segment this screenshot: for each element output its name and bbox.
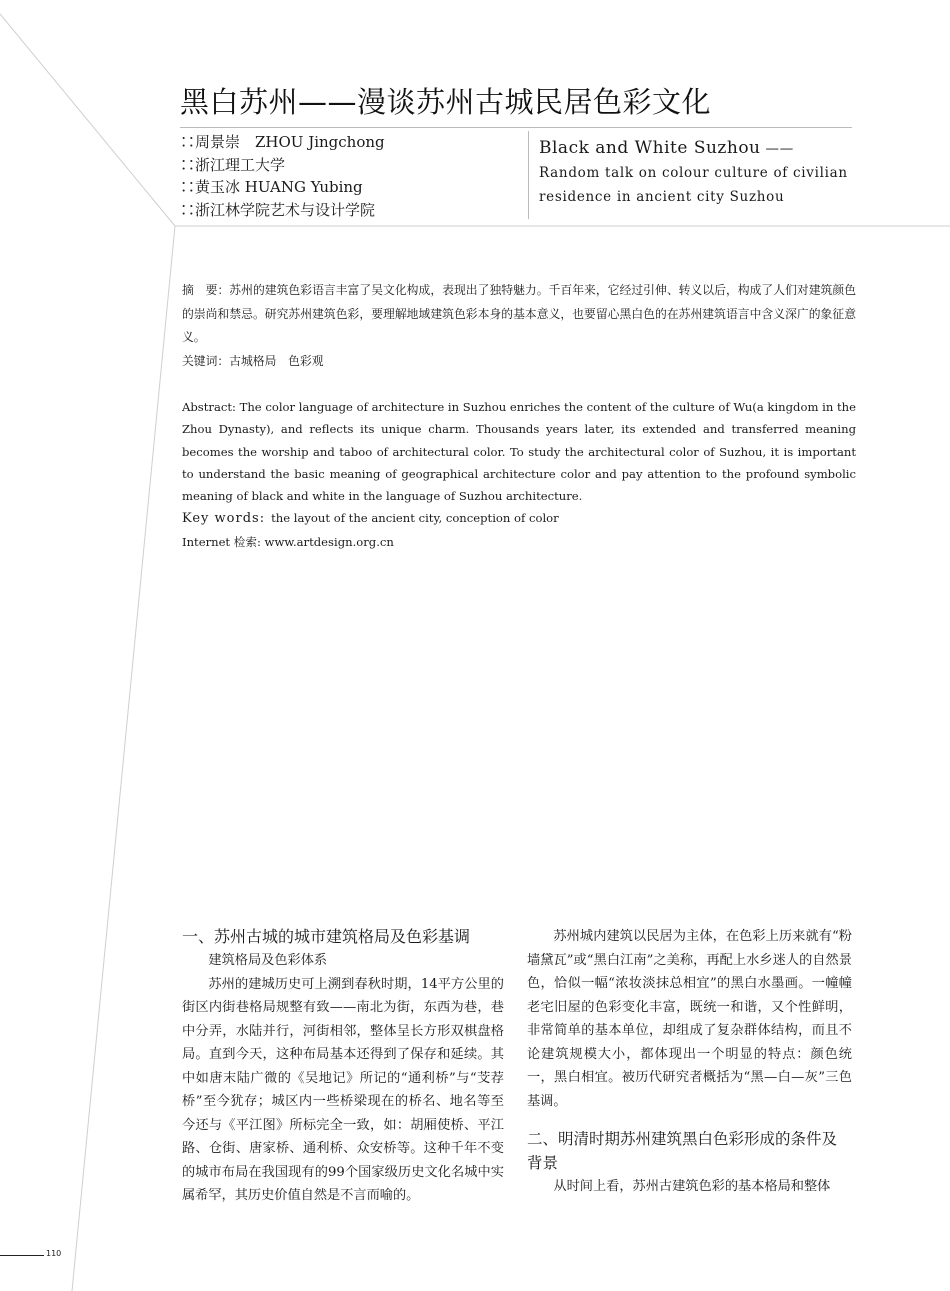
subsection-heading: 建筑格局及色彩体系	[208, 953, 328, 968]
author-name-2: ∷黄玉冰 HUANG Yubing	[180, 178, 363, 196]
english-keywords-value: the layout of the ancient city, conception of color	[271, 511, 559, 526]
english-keywords	[182, 507, 856, 530]
english-abstract	[182, 396, 856, 553]
section-heading-2: 二、明清时期苏州建筑黑白色彩形成的条件及背景	[527, 1130, 838, 1172]
chinese-abstract-text: 摘 要：苏州的建筑色彩语言丰富了吴文化构成，表现出了独特魅力。千百年来，它经过引伸、转义以后，构成了人们对建筑颜色的崇尚和禁忌。研究苏州建筑色彩，要理解地域建筑色彩本身的基本意义，也要留心黑白色的在苏州建筑语言中含义深广的象征意义。	[182, 283, 856, 344]
author-name-1: ∷周景崇 ZHOU Jingchong	[180, 133, 385, 151]
english-title-rest: —— Random talk on colour culture of civilian residence in ancient city Suzhou	[539, 141, 848, 205]
article-title: 黑白苏州——漫谈苏州古城民居色彩文化	[180, 85, 712, 119]
english-title-main: Black and White Suzhou	[539, 138, 761, 158]
diagonal-line	[0, 14, 175, 226]
body-column-left	[182, 925, 504, 1208]
page-number: 110	[46, 1249, 62, 1258]
body-paragraph-3: 从时间上看，苏州古建筑色彩的基本格局和整体	[553, 1179, 831, 1194]
body-column-right	[527, 925, 852, 1199]
vertical-line	[72, 226, 175, 1291]
internet-reference: Internet 检索: www.artdesign.org.cn	[182, 534, 394, 549]
author-affiliation-2: ∷浙江林学院艺术与设计学院	[180, 200, 376, 219]
english-title	[539, 136, 859, 209]
english-keywords-label: Key words:	[182, 511, 266, 527]
body-paragraph-1: 苏州的建城历史可上溯到春秋时期，14平方公里的街区内街巷格局规整有致——南北为街，东西为巷，巷中分弄，水陆并行，河街相邻，整体呈长方形双棋盘格局。直到今天，这种布局基本还得到了保存和延续。其中如唐末陆广微的《吴地记》所记的“通利桥”与“芠荐桥”至今犹存；城区内一些桥梁现在的桥名、地名等至今还与《平江图》所标完全一致，如：胡厢使桥、平江路、仓街、唐家桥、通利桥、众安桥等。这种千年不变的城市布局在我国现有的99个国家级历史文化名城中实属希罕，其历史价值自然是不言而喻的。	[182, 976, 504, 1203]
chinese-abstract	[182, 279, 856, 373]
body-paragraph-2: 苏州城内建筑以民居为主体，在色彩上历来就有“粉墙黛瓦”或“黑白江南”之美称，再配上水乡迷人的自然景色，恰似一幅“浓妆淡抹总相宜”的黑白水墨画。一幢幢老宅旧屋的色彩变化丰富，既统一和谐，又个性鲜明，非常简单的基本单位，却组成了复杂群体结构，而且不论建筑规模大小，都体现出一个明显的特点：颜色统一，黑白相宜。被历代研究者概括为“黑—白—灰”三色基调。	[527, 929, 852, 1109]
section-heading-1: 一、苏州古城的城市建筑格局及色彩基调	[182, 927, 471, 946]
title-divider	[180, 127, 852, 128]
chinese-keywords: 关键词：古城格局 色彩观	[182, 353, 324, 368]
english-abstract-text: Abstract: The color language of architecture in Suzhou enriches the content of the culture of Wu(a kingdom in the Zhou Dynasty), and reflects its unique charm. Thousands years later, its extended and transferred meaning becomes the worship and taboo of architectural color. To study the architectural color of Suzhou, it is important to understand the basic meaning of geographical architecture color and pay attention to the profound symbolic meaning of black and white in the language of Suzhou architecture.	[182, 400, 856, 504]
author-block	[180, 131, 385, 221]
author-affiliation-1: ∷浙江理工大学	[180, 155, 286, 174]
column-divider	[528, 131, 529, 219]
page-number-rule	[0, 1255, 44, 1256]
